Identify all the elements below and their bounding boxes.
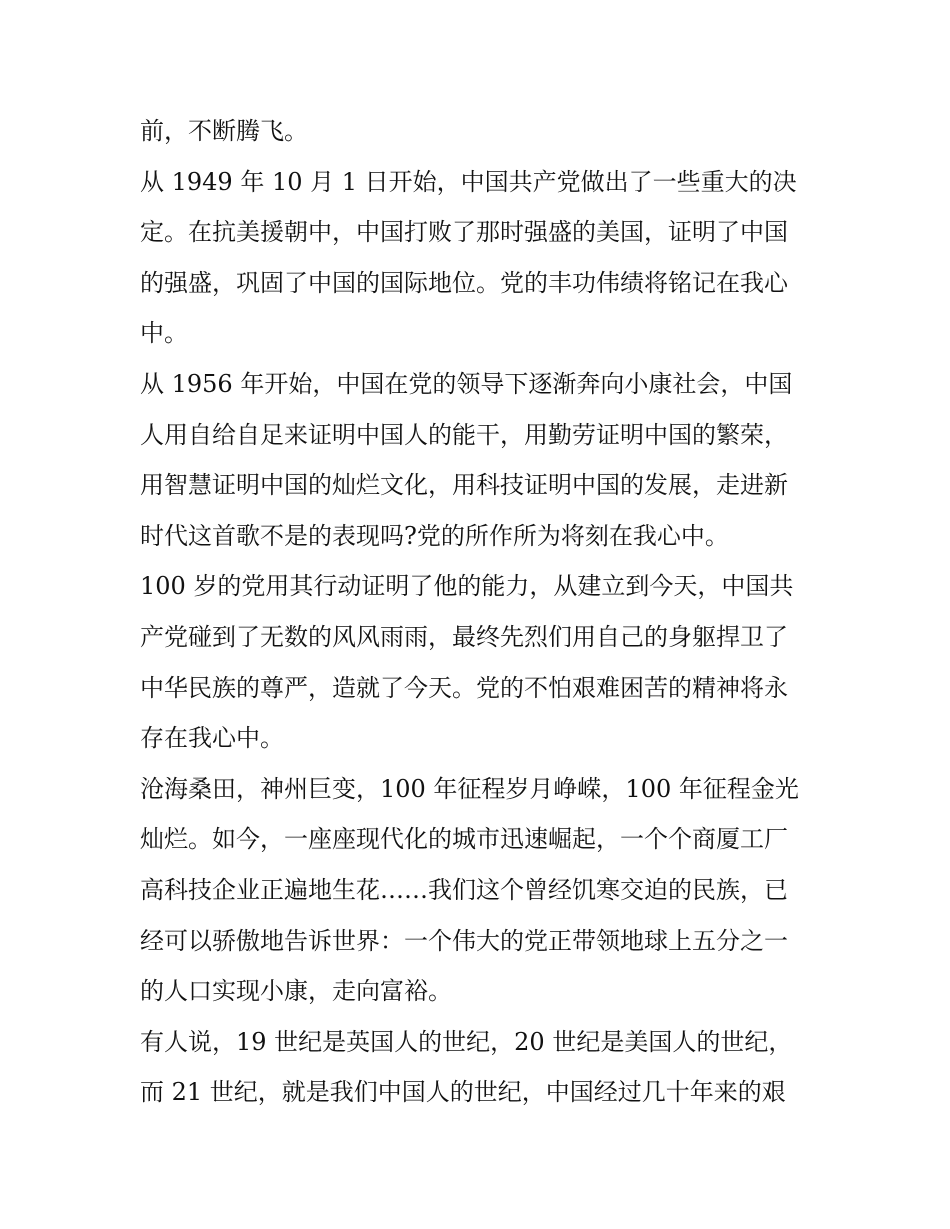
text-line: 存在我心中。: [140, 724, 284, 753]
text-line: 的强盛，巩固了中国的国际地位。党的丰功伟绩将铭记在我心: [140, 268, 788, 297]
text-line: 经可以骄傲地告诉世界：一个伟大的党正带领地球上五分之一: [140, 926, 788, 955]
text-line: 有人说，19 世纪是英国人的世纪，20 世纪是美国人的世纪，: [140, 1027, 793, 1056]
text-line: 中。: [140, 319, 188, 348]
text-line: 100 岁的党用其行动证明了他的能力，从建立到今天，中国共: [140, 572, 794, 601]
text-line: 从 1956 年开始，中国在党的领导下逐渐奔向小康社会，中国: [140, 369, 793, 398]
text-line: 中华民族的尊严，造就了今天。党的不怕艰难困苦的精神将永: [140, 673, 788, 702]
essay-body: [140, 106, 820, 1118]
text-line: 定。在抗美援朝中，中国打败了那时强盛的美国，证明了中国: [140, 218, 788, 247]
text-line: 用智慧证明中国的灿烂文化，用科技证明中国的发展，走进新: [140, 471, 788, 500]
text-line: 时代这首歌不是的表现吗?党的所作所为将刻在我心中。: [140, 521, 729, 550]
text-line: 从 1949 年 10 月 1 日开始，中国共产党做出了一些重大的决: [140, 167, 797, 196]
text-line: 沧海桑田，神州巨变，100 年征程岁月峥嵘，100 年征程金光: [140, 774, 799, 803]
text-line: 灿烂。如今，一座座现代化的城市迅速崛起，一个个商厦工厂: [140, 825, 788, 854]
text-line: 产党碰到了无数的风风雨雨，最终先烈们用自己的身躯捍卫了: [140, 622, 788, 651]
text-line: 高科技企业正遍地生花……我们这个曾经饥寒交迫的民族，已: [140, 875, 788, 904]
text-line: 的人口实现小康，走向富裕。: [140, 977, 452, 1006]
text-line: 前，不断腾飞。: [140, 117, 308, 145]
text-line: 而 21 世纪，就是我们中国人的世纪，中国经过几十年来的艰: [140, 1078, 786, 1107]
text-line: 人用自给自足来证明中国人的能干，用勤劳证明中国的繁荣，: [140, 420, 788, 449]
